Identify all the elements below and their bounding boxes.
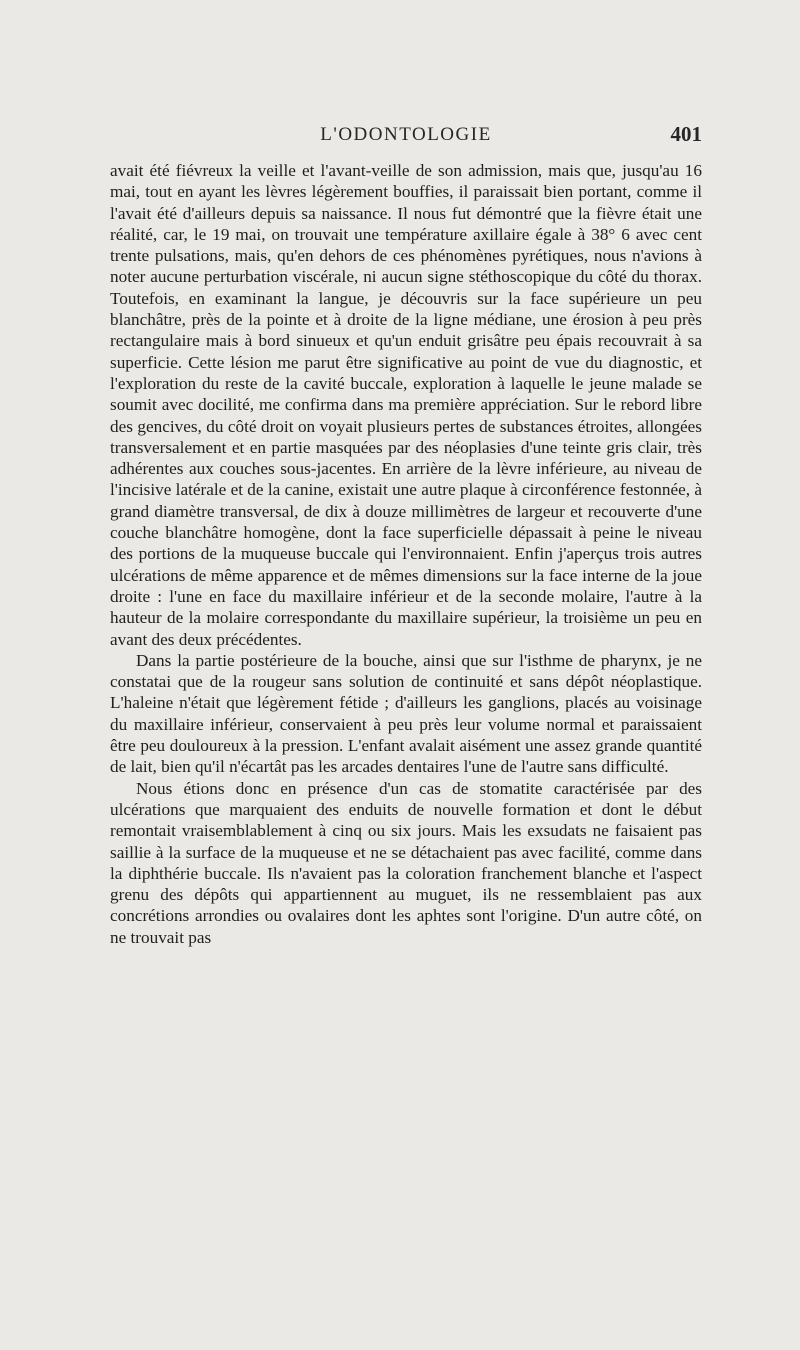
body-text xyxy=(110,160,702,948)
paragraph-1: avait été fiévreux la veille et l'avant-veille de son admission, mais que, jusqu'au 16 mai, tout en ayant les lèvres légèrement bouffies, il paraissait bien portant, comme il l'avait été d'ailleurs depuis sa naissance. Il nous fut démontré que la fièvre était une réalité, car, le 19 mai, on trouvait une température axillaire égale à 38° 6 avec cent trente pulsations, mais, qu'en dehors de ces phénomènes pyrétiques, nous n'avions à noter aucune perturbation viscérale, ni aucun signe stéthoscopique du côté du thorax. Toutefois, en examinant la langue, je découvris sur la face supérieure un peu blanchâtre, près de la pointe et à droite de la ligne médiane, une érosion à peu près rectangulaire mais à bord sinueux et qu'un enduit grisâtre peu épais recouvrait à sa superficie. Cette lésion me parut être significative au point de vue du diagnostic, et l'exploration du reste de la cavité buccale, exploration à laquelle le jeune malade se soumit avec docilité, me confirma dans ma première appréciation. Sur le rebord libre des gencives, du côté droit on voyait plusieurs pertes de substances étroites, allongées transversalement et en partie masquées par des néoplasies d'une teinte gris clair, très adhérentes aux couches sous-jacentes. En arrière de la lèvre inférieure, au niveau de l'incisive latérale et de la canine, existait une autre plaque à circonférence festonnée, à grand diamètre transversal, de dix à douze millimètres de largeur et recouverte d'une couche blanchâtre homogène, dont la face superficielle dépassait à peine le niveau des portions de la muqueuse buccale qui l'environnaient. Enfin j'aperçus trois autres ulcérations de même apparence et de mêmes dimensions sur la face interne de la joue droite : l'une en face du maxillaire inférieur et de la seconde molaire, l'autre à la hauteur de la molaire correspondante du maxillaire supérieur, la troisième un peu en avant des deux précédentes. xyxy=(110,161,702,649)
page-number: 401 xyxy=(670,122,702,146)
paragraph-3: Nous étions donc en présence d'un cas de stomatite caractérisée par des ulcérations que marquaient des enduits de nouvelle formation et dont le début remontait vraisemblablement à cinq ou six jours. Mais les exsudats ne faisaient pas saillie à la surface de la muqueuse et ne se détachaient pas avec facilité, comme dans la diphthérie buccale. Ils n'avaient pas la coloration franchement blanche et l'aspect grenu des dépôts qui appartiennent au muguet, ils ne ressemblaient pas aux concrétions arrondies ou ovalaires dont les aphtes sont l'origine. D'un autre côté, on ne trouvait pas xyxy=(110,778,702,947)
page-header xyxy=(110,124,702,154)
running-title: L'ODONTOLOGIE xyxy=(320,124,492,145)
paragraph-2: Dans la partie postérieure de la bouche, ainsi que sur l'isthme de pharynx, je ne constatai que de la rougeur sans solution de continuité et sans dépôt néoplastique. L'haleine n'était que légèrement fétide ; d'ailleurs les ganglions, placés au voisinage du maxillaire inférieur, conservaient à peu près leur volume normal et paraissaient être peu douloureux à la pression. L'enfant avalait aisément une assez grande quantité de lait, bien qu'il n'écartât pas les arcades dentaires l'une de l'autre sans difficulté. xyxy=(110,650,702,777)
